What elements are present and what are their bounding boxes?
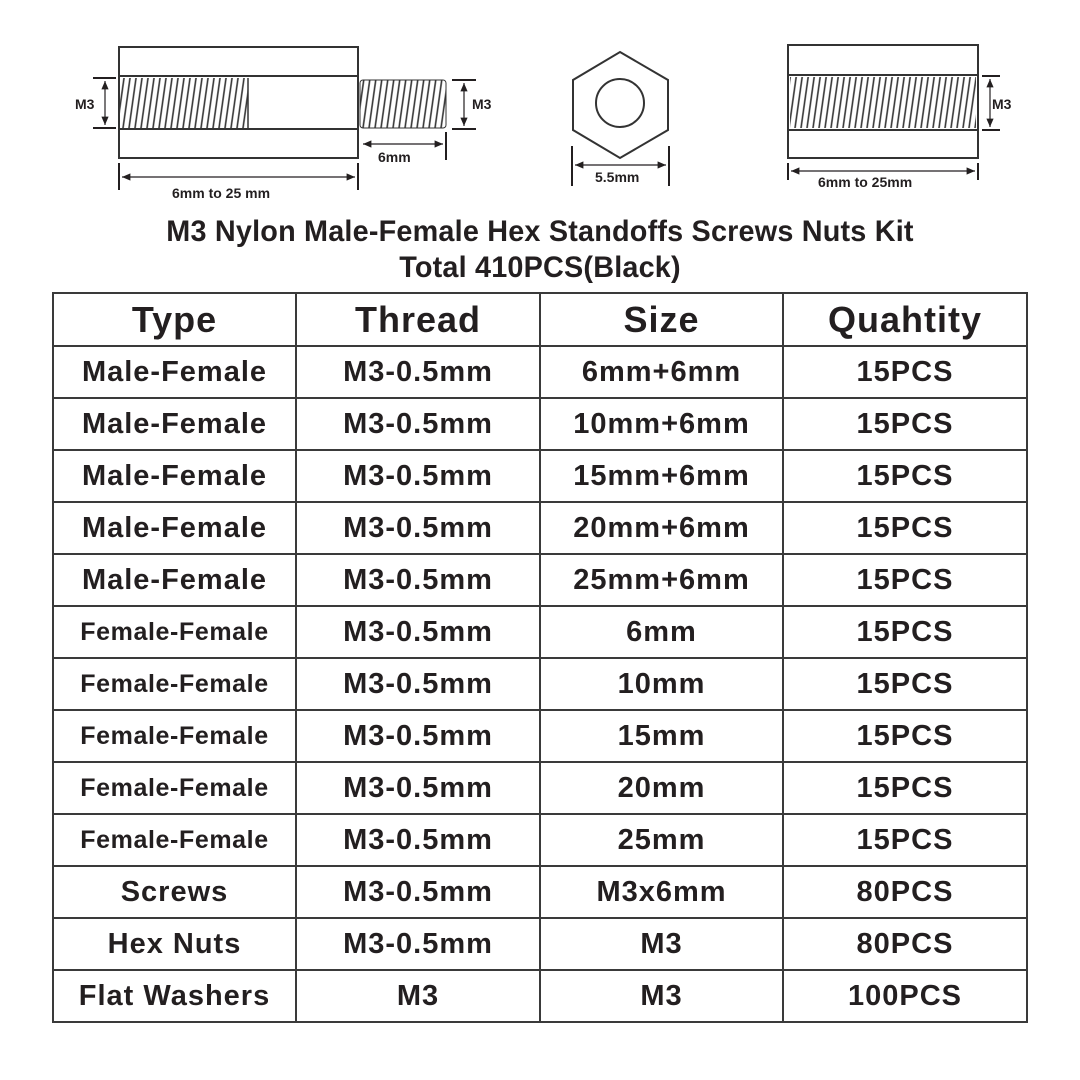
- header-quantity: Quahtity: [783, 293, 1027, 346]
- cell-quantity: 80PCS: [783, 866, 1027, 918]
- hex-end-view-drawing: [572, 52, 669, 186]
- cell-type: Male-Female: [53, 450, 296, 502]
- cell-size: 10mm+6mm: [540, 398, 783, 450]
- cell-thread: M3-0.5mm: [296, 398, 540, 450]
- table-row: [53, 814, 1027, 866]
- cell-thread: M3-0.5mm: [296, 346, 540, 398]
- table-row: [53, 762, 1027, 814]
- table-row: [53, 970, 1027, 1022]
- cell-quantity: 15PCS: [783, 502, 1027, 554]
- cell-quantity: 15PCS: [783, 346, 1027, 398]
- table-row: [53, 606, 1027, 658]
- cell-thread: M3-0.5mm: [296, 814, 540, 866]
- header-size: Size: [540, 293, 783, 346]
- cell-quantity: 15PCS: [783, 398, 1027, 450]
- cell-size: 6mm+6mm: [540, 346, 783, 398]
- cell-type: Female-Female: [53, 658, 296, 710]
- parts-table: [52, 292, 1028, 1023]
- table-row: [53, 346, 1027, 398]
- standoff-drawings: [0, 0, 1080, 210]
- cell-quantity: 15PCS: [783, 450, 1027, 502]
- table-row: [53, 918, 1027, 970]
- cell-type: Male-Female: [53, 554, 296, 606]
- cell-type: Male-Female: [53, 398, 296, 450]
- cell-thread: M3-0.5mm: [296, 762, 540, 814]
- cell-size: 20mm: [540, 762, 783, 814]
- svg-text:M3: M3: [992, 96, 1012, 112]
- cell-quantity: 15PCS: [783, 762, 1027, 814]
- cell-type: Female-Female: [53, 762, 296, 814]
- table-row: [53, 658, 1027, 710]
- kit-title: [22, 214, 1059, 286]
- cell-quantity: 15PCS: [783, 554, 1027, 606]
- cell-type: Male-Female: [53, 502, 296, 554]
- male-female-standoff-drawing: [75, 47, 492, 201]
- svg-text:6mm to 25 mm: 6mm to 25 mm: [172, 185, 271, 201]
- cell-size: M3: [540, 970, 783, 1022]
- cell-quantity: 80PCS: [783, 918, 1027, 970]
- svg-text:5.5mm: 5.5mm: [595, 169, 640, 185]
- cell-type: Flat Washers: [53, 970, 296, 1022]
- cell-thread: M3-0.5mm: [296, 450, 540, 502]
- cell-size: 15mm: [540, 710, 783, 762]
- cell-thread: M3-0.5mm: [296, 606, 540, 658]
- table-row: [53, 502, 1027, 554]
- cell-type: Screws: [53, 866, 296, 918]
- cell-thread: M3-0.5mm: [296, 554, 540, 606]
- cell-quantity: 15PCS: [783, 710, 1027, 762]
- cell-size: 25mm+6mm: [540, 554, 783, 606]
- female-female-standoff-drawing: [788, 45, 1012, 190]
- cell-type: Female-Female: [53, 606, 296, 658]
- table-row: [53, 866, 1027, 918]
- cell-type: Male-Female: [53, 346, 296, 398]
- svg-text:M3: M3: [75, 96, 95, 112]
- header-thread: Thread: [296, 293, 540, 346]
- title-line-2: Total 410PCS(Black): [399, 251, 681, 284]
- cell-size: 20mm+6mm: [540, 502, 783, 554]
- cell-size: M3x6mm: [540, 866, 783, 918]
- cell-type: Female-Female: [53, 814, 296, 866]
- cell-size: 10mm: [540, 658, 783, 710]
- cell-type: Female-Female: [53, 710, 296, 762]
- cell-size: M3: [540, 918, 783, 970]
- cell-thread: M3-0.5mm: [296, 710, 540, 762]
- cell-quantity: 15PCS: [783, 814, 1027, 866]
- table-header-row: [53, 293, 1027, 346]
- cell-thread: M3-0.5mm: [296, 866, 540, 918]
- table-row: [53, 710, 1027, 762]
- cell-quantity: 15PCS: [783, 606, 1027, 658]
- cell-thread: M3-0.5mm: [296, 918, 540, 970]
- cell-size: 25mm: [540, 814, 783, 866]
- cell-thread: M3-0.5mm: [296, 502, 540, 554]
- table-row: [53, 554, 1027, 606]
- technical-diagrams: [0, 0, 1080, 210]
- svg-text:M3: M3: [472, 96, 492, 112]
- cell-size: 15mm+6mm: [540, 450, 783, 502]
- table-row: [53, 450, 1027, 502]
- cell-thread: M3-0.5mm: [296, 658, 540, 710]
- svg-text:6mm to 25mm: 6mm to 25mm: [818, 174, 913, 190]
- cell-quantity: 100PCS: [783, 970, 1027, 1022]
- cell-thread: M3: [296, 970, 540, 1022]
- cell-size: 6mm: [540, 606, 783, 658]
- cell-quantity: 15PCS: [783, 658, 1027, 710]
- table-row: [53, 398, 1027, 450]
- svg-text:6mm: 6mm: [378, 149, 411, 165]
- title-line-1: M3 Nylon Male-Female Hex Standoffs Screws Nuts Kit: [166, 215, 914, 248]
- cell-type: Hex Nuts: [53, 918, 296, 970]
- header-type: Type: [53, 293, 296, 346]
